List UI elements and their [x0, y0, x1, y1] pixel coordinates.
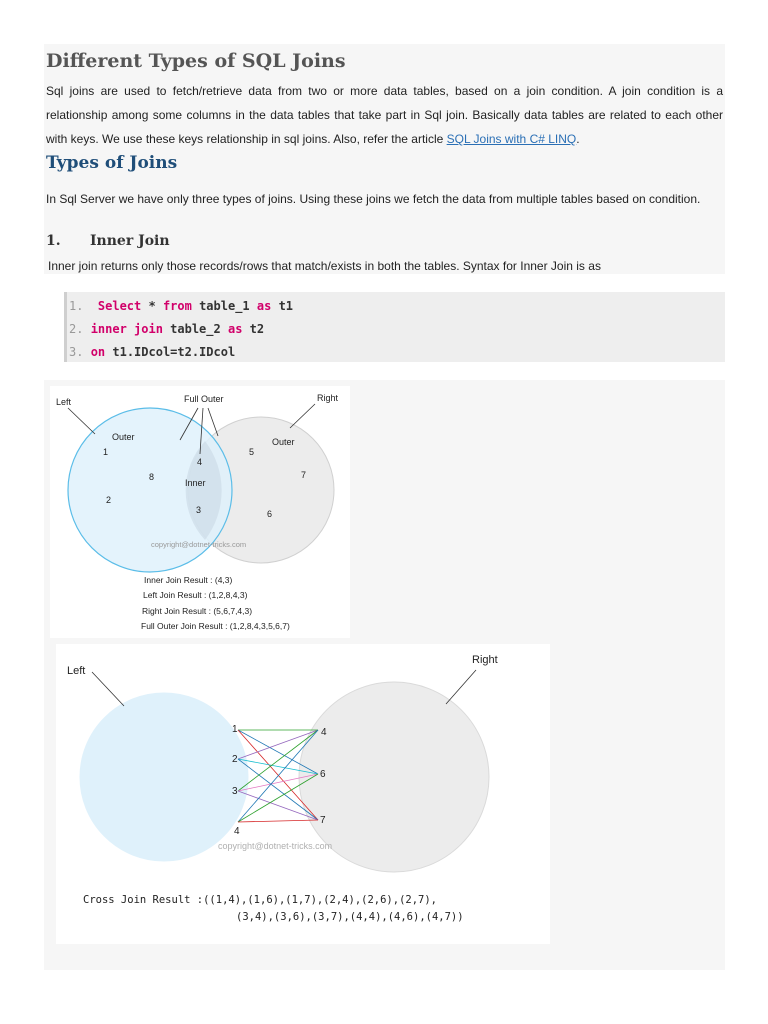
cross-join-result-line-2: (3,4),(3,6),(3,7),(4,4),(4,6),(4,7)) [236, 911, 464, 923]
inner-value: 4 [197, 457, 203, 467]
left-value: 2 [106, 495, 112, 505]
cross-join-diagram [56, 644, 550, 944]
inner-join-result: Inner Join Result : (4,3) [144, 575, 233, 585]
code-text: t2 [242, 322, 265, 336]
right-value: 6 [267, 509, 273, 519]
code-text: table_1 [191, 299, 257, 313]
code-line-2 [69, 318, 725, 341]
cross-right-value: 4 [321, 727, 327, 738]
inner-join-number: 1. [46, 233, 61, 249]
right-outer-label: Outer [272, 437, 295, 447]
left-value: 8 [149, 472, 155, 482]
inner-value: 3 [196, 505, 202, 515]
code-text: t1.IDcol=t2.IDcol [105, 345, 236, 359]
line-number: 1. [69, 299, 84, 313]
code-keyword: as [256, 299, 272, 313]
line-number: 3. [69, 345, 84, 359]
inner-join-heading [46, 233, 170, 249]
cross-right-value: 7 [320, 815, 326, 826]
cross-left-label: Left [67, 665, 86, 677]
right-join-result: Right Join Result : (5,6,7,4,3) [142, 606, 253, 616]
inner-join-heading-text: Inner Join [90, 233, 170, 249]
cross-right-value: 6 [320, 769, 326, 780]
page-title: Different Types of SQL Joins [46, 50, 346, 72]
code-keyword: as [227, 322, 243, 336]
intro-end: . [576, 132, 580, 146]
code-keyword: on [90, 345, 106, 359]
cross-left-value: 1 [232, 724, 238, 735]
venn-diagram [50, 386, 350, 638]
inner-label: Inner [185, 478, 206, 488]
cross-join-result-line-1: Cross Join Result :((1,4),(1,6),(1,7),(2,4),(2,6),(2,7), [83, 894, 438, 906]
types-heading: Types of Joins [46, 153, 178, 173]
code-keyword: from [162, 299, 192, 313]
code-block [64, 292, 725, 362]
left-join-result: Left Join Result : (1,2,8,4,3) [143, 590, 248, 600]
line-number: 2. [69, 322, 84, 336]
right-value: 7 [301, 470, 307, 480]
venn-copyright: copyright@dotnet-tricks.com [151, 540, 247, 549]
code-text: table_2 [162, 322, 228, 336]
code-line-3 [69, 341, 725, 364]
code-keyword: inner join [90, 322, 163, 336]
sql-joins-linq-link[interactable]: SQL Joins with C# LINQ [446, 132, 577, 146]
right-value: 5 [249, 447, 255, 457]
code-line-1 [69, 295, 725, 318]
code-keyword: Select [97, 299, 142, 313]
code-text: t1 [271, 299, 294, 313]
inner-join-paragraph: Inner join returns only those records/rows that match/exists in both the tables. Syntax for Inner Join is as [48, 259, 601, 273]
cross-right-label: Right [472, 654, 498, 666]
cross-left-value: 4 [234, 826, 240, 837]
full-outer-label: Full Outer [184, 394, 224, 404]
intro-text: Sql joins are used to fetch/retrieve data from two or more data tables, based on a join condition. A join condition is a relationship among some columns in the data tables that take part in Sql join. Basically data tables are related to each other with keys. We use these keys relationship in sql joins. Also, refer the article [46, 84, 723, 146]
left-outer-label: Outer [112, 432, 135, 442]
cross-copyright: copyright@dotnet-tricks.com [218, 841, 333, 851]
full-outer-join-result: Full Outer Join Result : (1,2,8,4,3,5,6,7) [141, 621, 290, 631]
cross-left-value: 2 [232, 754, 238, 765]
left-value: 1 [103, 447, 109, 457]
code-text: * [141, 299, 163, 313]
intro-paragraph [46, 79, 723, 151]
types-paragraph: In Sql Server we have only three types of joins. Using these joins we fetch the data from multiple tables based on condition. [46, 192, 701, 206]
cross-left-value: 3 [232, 786, 238, 797]
left-label: Left [56, 397, 72, 407]
cross-left-circle [80, 693, 248, 861]
right-label: Right [317, 393, 339, 403]
